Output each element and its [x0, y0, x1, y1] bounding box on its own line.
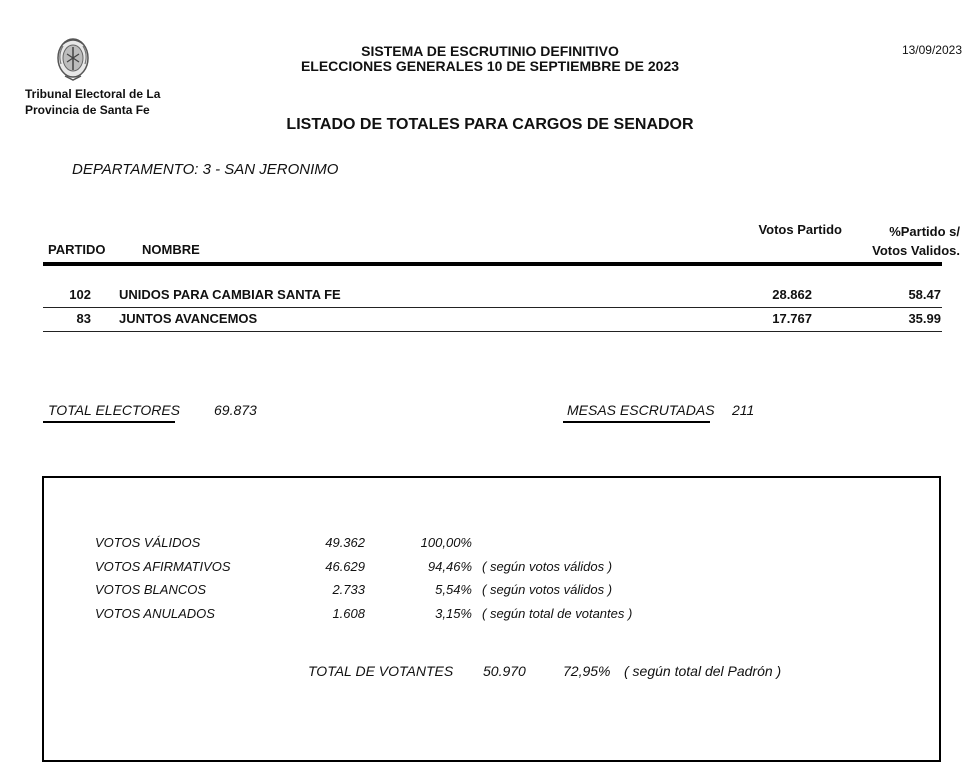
column-header-percent-line1: %Partido s/: [889, 224, 960, 239]
summary-label: VOTOS VÁLIDOS: [95, 535, 201, 550]
department-label: DEPARTAMENTO: 3 - SAN JERONIMO: [72, 161, 339, 178]
column-header-partido: PARTIDO: [48, 242, 106, 257]
total-electores-underline: [43, 421, 175, 423]
party-name: JUNTOS AVANCEMOS: [119, 311, 258, 326]
list-title: LISTADO DE TOTALES PARA CARGOS DE SENADOR: [286, 116, 694, 133]
column-header-votos: Votos Partido: [758, 222, 842, 237]
party-code: 102: [69, 287, 91, 302]
total-votantes-value: 50.970: [483, 663, 526, 679]
total-votantes-note: ( según total del Padrón ): [624, 663, 782, 679]
org-line-1: Tribunal Electoral de La: [25, 87, 161, 101]
table-row: [43, 283, 942, 308]
summary-value: 46.629: [325, 559, 365, 574]
party-votes: 28.862: [772, 287, 812, 302]
header-divider: [43, 262, 942, 266]
report-date: 13/09/2023: [901, 43, 962, 57]
mesas-escrutadas-underline: [563, 421, 710, 423]
party-percent: 35.99: [908, 311, 941, 326]
summary-percent: 100,00%: [420, 535, 472, 550]
total-votantes-label: TOTAL DE VOTANTES: [308, 663, 454, 679]
mesas-escrutadas-label: MESAS ESCRUTADAS: [567, 402, 715, 418]
provincial-seal-icon: [55, 34, 91, 82]
total-votantes-percent: 72,95%: [563, 663, 611, 679]
summary-percent: 5,54%: [435, 582, 472, 597]
system-title: SISTEMA DE ESCRUTINIO DEFINITIVO: [361, 43, 619, 59]
summary-label: VOTOS ANULADOS: [95, 606, 215, 621]
summary-note: ( según votos válidos ): [482, 582, 613, 597]
summary-value: 2.733: [332, 582, 365, 597]
column-header-nombre: NOMBRE: [142, 242, 200, 257]
summary-label: VOTOS BLANCOS: [95, 582, 207, 597]
organization-name: [25, 86, 160, 118]
party-name: UNIDOS PARA CAMBIAR SANTA FE: [119, 287, 341, 302]
total-electores-value: 69.873: [214, 402, 257, 418]
column-header-percent-line2: Votos Validos.: [872, 243, 960, 258]
summary-note: ( según votos válidos ): [482, 559, 613, 574]
mesas-escrutadas-value: 211: [732, 402, 755, 418]
election-title: ELECCIONES GENERALES 10 DE SEPTIEMBRE DE 2023: [300, 58, 680, 74]
summary-value: 1.608: [332, 606, 365, 621]
table-row: [43, 307, 942, 332]
system-title-block: [240, 44, 740, 74]
column-header-percent: [850, 222, 960, 260]
summary-note: ( según total de votantes ): [482, 606, 633, 621]
org-line-2: Provincia de Santa Fe: [25, 103, 150, 117]
party-percent: 58.47: [908, 287, 941, 302]
summary-percent: 3,15%: [435, 606, 472, 621]
party-votes: 17.767: [772, 311, 812, 326]
total-electores-label: TOTAL ELECTORES: [48, 402, 181, 418]
party-code: 83: [76, 311, 91, 326]
summary-percent: 94,46%: [427, 559, 472, 574]
summary-value: 49.362: [325, 535, 365, 550]
summary-label: VOTOS AFIRMATIVOS: [95, 559, 231, 574]
